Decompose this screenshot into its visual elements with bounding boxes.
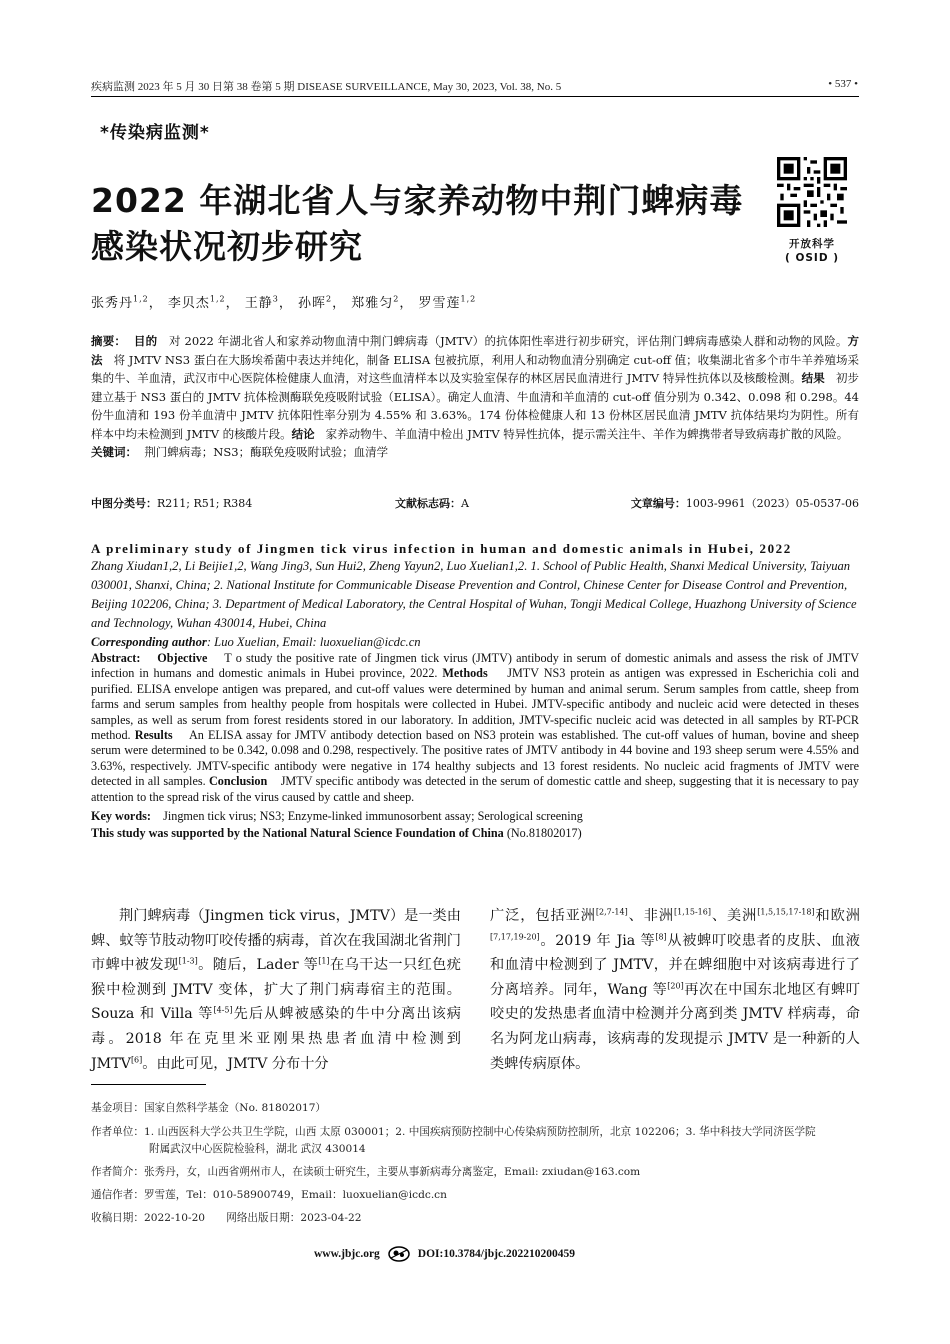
author-5: 郑雅匀$^2$ bbox=[351, 294, 400, 311]
authors-cn: 张秀丹$^{1,2}$， 李贝杰$^{1,2}$， 王静$^3$， 孙晖$^2$， 郑雅匀$^2$， 罗雪莲$^{1,2}$ bbox=[91, 294, 477, 311]
footnote-units-1: 作者单位：1. 山西医科大学公共卫生学院，山西 太原 030001；2. 中国疾病预防控制中心传染病预防控制所，北京 102206；3. 华中科技大学同济医学院 bbox=[91, 1126, 816, 1138]
keywords-en: Key words: Jingmen tick virus; NS3; Enzyme-linked immunosorbent assay; Serological screening bbox=[91, 809, 583, 824]
abstract-en: Abstract: Objective T o study the positive rate of Jingmen tick virus (JMTV) antibody in serum of domestic animals and assess the risk of JMTV infection in humans and domestic animals in Hubei province, 2022. Methods JMTV NS3 protein as antigen was expressed in Escherichia coli and purified. ELISA envelope antigen was prepared, and cut-off values were determined by human and animal serum. Serum samples from cattle, sheep from farms and serum samples from healthy people from hospitals were collected in Hubei. JMTV-specific antibody and nucleic acid were detected in theses samples, as well as serum from forest residents stored in our laboratory. In addition, JMTV-specific nucleic acid was detected in all samples by RT-PCR method. Results An ELISA assay for JMTV antibody detection based on NS3 protein was established. The cut-off values of human, bovine and sheep serum were determined to be 0.342, 0.098 and 0.298, respectively. The positive rates of JMTV antibody in 44 bovine and 193 sheep serum were 4.55% and 3.63%, respectively. JMTV-specific antibody were negative in 174 healthy subjects and 13 forest residents. No nucleic acid fragments of JMTV were detected in all samples. Conclusion JMTV specific antibody was detected in the serum of domestic cattle and sheep, suggesting that it is necessary to pay attention to the spread risk of the virus caused by cattle and sheep. Key words: Jingmen tick virus; NS3; Enzyme-linked immunosorbent assay; Serological screening This study was supported by the National Natural Science Foundation of China (No.81802017) bbox=[91, 651, 860, 841]
english-title: A preliminary study of Jingmen tick virus infection in human and domestic animals in Hubei, 2022 bbox=[91, 541, 792, 556]
english-affiliations: 1. School of Public Health, Shanxi Medical University, Taiyuan 030001, Shanxi, China; 2. National Institute for Communicable Disease Prevention and Control, Chinese Center for Disease Control and Prevention, Beijing 102206, China; 3. Department of Medical Laboratory, the Central Hospital of Wuhan, Tongji Medical College, Huazhong University of Science and Technology, Wuhan 430014, Hubei, China bbox=[91, 559, 857, 630]
body-column-1: 荆门蜱病毒（Jingmen tick virus，JMTV）是一类由蜱、蚊等节肢动物叮咬传播的病毒，首次在我国湖北省荆门市蜱中被发现[1-3]。随后，Lader 等[1]在乌干达一只红色疣猴中检测到 JMTV 变体，扩大了荆门病毒宿主的范围。Souza 和 Villa 等[4-5]先后从蜱被感染的牛中分离出该病毒。2018 年在克里米亚刚果热患者血清中检测到 JMTV[6]。由此可见，JMTV 分布十分 bbox=[91, 908, 461, 1072]
footnote-fund: 基金项目：国家自然科学基金（No. 81802017） bbox=[91, 1102, 327, 1114]
title-line-2: 感染状况初步研究 bbox=[91, 227, 363, 266]
author-1: 张秀丹$^{1,2}$ bbox=[91, 294, 149, 311]
qr-code-icon bbox=[777, 157, 847, 227]
journal-logo-icon bbox=[388, 1246, 410, 1262]
abstract-cn: 摘要： 目的 对 2022 年湖北省人和家养动物血清中荆门蜱病毒（JMTV）的抗体阳性率进行初步研究，评估荆门蜱病毒感染人群和动物的风险。方法 将 JMTV NS3 蛋白在大肠埃希菌中表达并纯化，制备 ELISA 包被抗原，利用人和动物血清分别确定 cut-off 值；收集湖北省多个市牛羊养殖场采集的牛、羊血清，武汉市中心医院体检健康人血清，对这些血清样本以及实验室保存的林区居民血清进行 JMTV 特异性抗体以及核酸检测。结果 初步建立基于 NS3 蛋白的 JMTV 抗体检测酶联免疫吸附试验（ELISA）。确定人血清、牛血清和羊血清的 cut-off 值分别为 0.342、0.098 和 0.298。44 份牛血清和 193 份羊血清中 JMTV 抗体阳性率分别为 4.55% 和 3.63%。174 份体检健康人和 13 份林区居民血清 JMTV 抗体结果均为阴性。所有样本中均未检测到 JMTV 的核酸片段。结论 家养动物牛、羊血清中检出 JMTV 特异性抗体，提示需关注牛、羊作为蜱携带者导致病毒扩散的风险。 关键词： 荆门蜱病毒；NS3；酶联免疫吸附试验；血清学 bbox=[91, 332, 859, 462]
author-3: 王静$^3$ bbox=[244, 294, 279, 311]
osid-line-2: ( OSID ) bbox=[784, 252, 840, 264]
running-header: 疾病监测 2023 年 5 月 30 日第 38 卷第 5 期 DISEASE SURVEILLANCE, May 30, 2023, Vol. 38, No. 5 bbox=[91, 81, 562, 93]
english-authors-affiliations bbox=[91, 557, 859, 652]
osid-label bbox=[777, 237, 847, 265]
keywords-cn: 关键词： 荆门蜱病毒；NS3；酶联免疫吸附试验；血清学 bbox=[91, 445, 389, 459]
page-number: • 537 • bbox=[828, 78, 858, 90]
footer-url[interactable]: www.jbjc.org bbox=[314, 1248, 380, 1260]
english-authors: Zhang Xiudan1,2, Li Beijie1,2, Wang Jing3, Sun Hui2, Zheng Yayun2, Luo Xuelian1,2. bbox=[91, 559, 528, 573]
author-6: 罗雪莲$^{1,2}$ bbox=[418, 294, 477, 311]
funding-en: This study was supported by the National Natural Science Foundation of China (No.81802017) bbox=[91, 826, 582, 841]
title-line-1: 2022 年湖北省人与家养动物中荆门蜱病毒 bbox=[91, 181, 744, 220]
footnotes bbox=[91, 1100, 859, 1227]
corresponding-author: Corresponding author: Luo Xuelian, Email: luoxuelian@icdc.cn bbox=[91, 635, 421, 649]
author-2: 李贝杰$^{1,2}$ bbox=[167, 294, 226, 311]
body-column-2: 广泛，包括亚洲[2,7-14]、非洲[1,15-16]、美洲[1,5,15,17-18]和欧洲[7,17,19-20]。2019 年 Jia 等[8]从被蜱叮咬患者的皮肤、血液和血清中检测到了 JMTV，并在蜱细胞中对该病毒进行了分离培养。同年，Wang 等[20]再次在中国东北地区有蜱叮咬史的发热患者血清中检测并分离到类 JMTV 样病毒，命名为阿龙山病毒，该病毒的发现提示 JMTV 是一种新的人类蜱传病原体。 bbox=[490, 907, 860, 1072]
page-title bbox=[91, 178, 743, 270]
footnote-bio: 作者简介：张秀丹，女，山西省朔州市人，在读硕士研究生，主要从事新病毒分离鉴定，Email: zxiudan@163.com bbox=[91, 1166, 641, 1178]
footnote-units-2: 附属武汉中心医院检验科，湖北 武汉 430014 bbox=[149, 1143, 366, 1155]
osid-line-1: 开放科学 bbox=[789, 238, 835, 250]
page-footer bbox=[314, 1246, 575, 1262]
footnote-dates: 收稿日期：2022-10-20 网络出版日期：2023-04-22 bbox=[91, 1212, 362, 1224]
header-rule bbox=[91, 96, 859, 97]
osid-block bbox=[777, 157, 847, 265]
footnote-corr: 通信作者：罗雪莲，Tel：010-58900749，Email：luoxuelian@icdc.cn bbox=[91, 1189, 447, 1201]
footnote-rule bbox=[91, 1084, 206, 1085]
author-4: 孙晖$^2$ bbox=[298, 294, 333, 311]
footer-doi[interactable]: DOI:10.3784/jbjc.202210200459 bbox=[417, 1248, 575, 1260]
section-tag: *传染病监测* bbox=[100, 123, 210, 143]
